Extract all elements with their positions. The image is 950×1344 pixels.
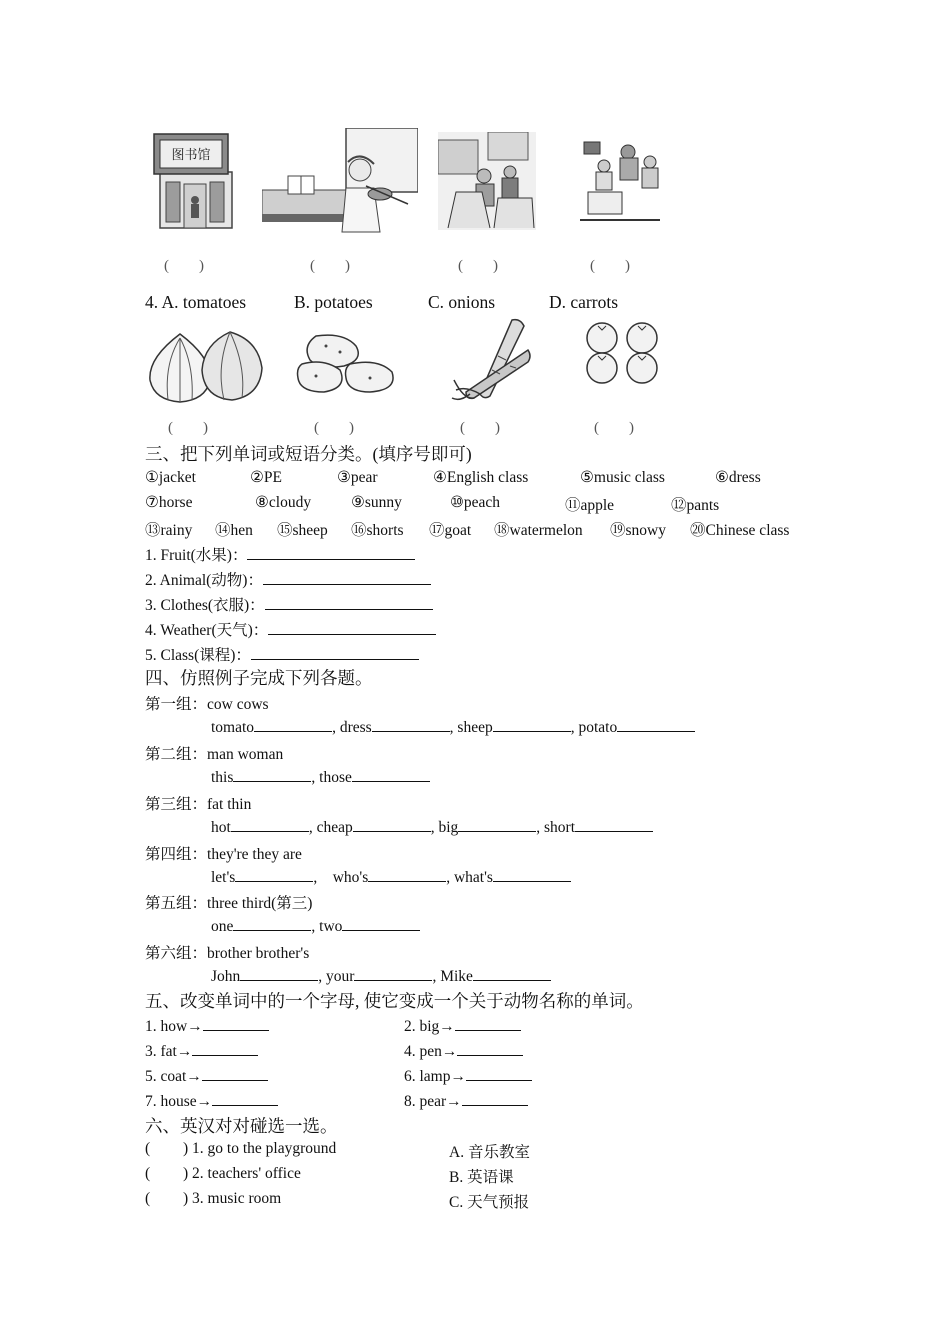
answer-bracket[interactable]: ( ) [590, 258, 630, 274]
answer-blank[interactable] [263, 570, 431, 585]
tomatoes-picture [584, 322, 662, 384]
section5-heading: 五、改变单词中的一个字母, 使它变成一个关于动物名称的单词。 [145, 991, 644, 1011]
answer-bracket[interactable]: ( ) [458, 258, 498, 274]
word-item: ⑬rainy [145, 522, 193, 539]
word-change-item: 7. house→ [145, 1091, 278, 1111]
word-item: ①jacket [145, 469, 196, 486]
word-item: ⑯shorts [351, 522, 404, 539]
q4-option-b: B. potatoes [294, 292, 373, 312]
answer-bracket[interactable]: ( ) [314, 420, 354, 436]
answer-blank[interactable] [462, 1091, 528, 1106]
word-change-item: 6. lamp→ [404, 1066, 532, 1086]
group-exercise: let's , who's , what's [211, 867, 571, 887]
answer-blank[interactable] [202, 1066, 268, 1081]
group-example: 第一组：cow cows [145, 696, 269, 713]
word-change-item: 5. coat→ [145, 1066, 268, 1086]
group-exercise: one , two [211, 916, 420, 936]
answer-blank[interactable] [575, 817, 653, 832]
answer-blank[interactable] [493, 717, 571, 732]
group-example: 第四组：they're they are [145, 846, 302, 863]
answer-blank[interactable] [617, 717, 695, 732]
word-item: ⑦horse [145, 494, 193, 511]
answer-blank[interactable] [251, 645, 419, 660]
word-item: ⑥dress [715, 469, 761, 486]
group-example: 第二组：man woman [145, 746, 284, 763]
group-exercise: John , your , Mike [211, 966, 551, 986]
word-change-item: 8. pear→ [404, 1091, 528, 1111]
word-item: ⑰goat [429, 522, 472, 539]
q4-option-a: 4. A. tomatoes [145, 292, 247, 312]
category-fruit: 1. Fruit(水果)： [145, 543, 415, 565]
matching-english: ) 3. music room [183, 1190, 282, 1207]
q4-option-c: C. onions [428, 292, 496, 312]
section3-heading: 三、把下列单词或短语分类。(填序号即可) [145, 444, 472, 464]
students-in-room-picture [578, 138, 662, 224]
category-clothes: 3. Clothes(衣服)： [145, 593, 433, 615]
word-item: ⑨sunny [351, 494, 402, 511]
answer-bracket[interactable]: ( ) [460, 420, 500, 436]
answer-blank[interactable] [457, 1041, 523, 1056]
category-weather: 4. Weather(天气)： [145, 618, 436, 640]
q4-option-d: D. carrots [549, 292, 619, 312]
matching-english: ) 2. teachers' office [183, 1165, 301, 1182]
category-animal: 2. Animal(动物)： [145, 568, 431, 590]
answer-blank[interactable] [203, 1016, 269, 1031]
word-item: ⑧cloudy [255, 494, 312, 511]
answer-bracket[interactable]: ( ) [310, 258, 350, 274]
answer-bracket[interactable]: ( ) [164, 258, 204, 274]
word-item: ⑪apple [565, 497, 615, 514]
word-change-item: 2. big→ [404, 1016, 521, 1036]
answer-blank[interactable] [368, 867, 446, 882]
matching-chinese: C. 天气预报 [449, 1194, 530, 1211]
answer-blank[interactable] [233, 916, 311, 931]
section4-heading: 四、仿照例子完成下列各题。 [145, 668, 373, 688]
answer-bracket[interactable]: ( ) [168, 420, 208, 436]
answer-bracket-open[interactable]: ( [145, 1140, 151, 1157]
answer-blank[interactable] [342, 916, 420, 931]
word-item: ⑫pants [671, 497, 720, 514]
group-exercise: tomato , dress , sheep , potato [211, 717, 695, 737]
group-exercise: this , those [211, 767, 430, 787]
matching-chinese: A. 音乐教室 [449, 1144, 530, 1161]
answer-blank[interactable] [473, 966, 551, 981]
carrots-picture [450, 316, 534, 402]
group-exercise: hot , cheap , big , short [211, 817, 653, 837]
section6-heading: 六、英汉对对碰选一选。 [145, 1116, 338, 1136]
answer-blank[interactable] [212, 1091, 278, 1106]
group-example: 第六组：brother brother's [145, 945, 310, 962]
word-item: ⑤music class [580, 469, 665, 486]
word-item: ⑳Chinese class [690, 522, 790, 539]
answer-blank[interactable] [247, 545, 415, 560]
answer-blank[interactable] [254, 717, 332, 732]
answer-blank[interactable] [353, 817, 431, 832]
potatoes-picture [294, 332, 398, 396]
library-picture [152, 128, 238, 230]
answer-blank[interactable] [458, 817, 536, 832]
onions-picture [142, 328, 266, 404]
answer-blank[interactable] [240, 966, 318, 981]
matching-english: ) 1. go to the playground [183, 1140, 337, 1157]
word-item: ⑲snowy [610, 522, 666, 539]
answer-bracket[interactable]: ( ) [594, 420, 634, 436]
answer-blank[interactable] [352, 767, 430, 782]
answer-bracket-open[interactable]: ( [145, 1165, 151, 1182]
answer-blank[interactable] [233, 767, 311, 782]
word-item: ④English class [433, 469, 529, 486]
word-change-item: 4. pen→ [404, 1041, 523, 1061]
answer-blank[interactable] [192, 1041, 258, 1056]
word-change-item: 3. fat→ [145, 1041, 258, 1061]
answer-blank[interactable] [354, 966, 432, 981]
category-class: 5. Class(课程)： [145, 643, 419, 665]
answer-bracket-open[interactable]: ( [145, 1190, 151, 1207]
word-item: ⑩peach [450, 494, 501, 511]
answer-blank[interactable] [466, 1066, 532, 1081]
answer-blank[interactable] [372, 717, 450, 732]
matching-chinese: B. 英语课 [449, 1169, 514, 1186]
word-item: ③pear [337, 469, 378, 486]
girl-playing-violin-picture [262, 128, 418, 234]
reading-room-picture [438, 132, 536, 230]
answer-blank[interactable] [268, 620, 436, 635]
answer-blank[interactable] [231, 817, 309, 832]
answer-blank[interactable] [455, 1016, 521, 1031]
word-item: ②PE [250, 469, 282, 486]
group-example: 第五组：three third(第三) [145, 895, 313, 912]
word-item: ⑭hen [215, 522, 253, 539]
answer-blank[interactable] [265, 595, 433, 610]
library-sign-text: 图书馆 [171, 148, 211, 163]
word-change-item: 1. how→ [145, 1016, 269, 1036]
word-item: ⑱watermelon [494, 522, 583, 539]
group-example: 第三组：fat thin [145, 796, 252, 813]
answer-blank[interactable] [493, 867, 571, 882]
answer-blank[interactable] [235, 867, 313, 882]
word-item: ⑮sheep [277, 522, 328, 539]
